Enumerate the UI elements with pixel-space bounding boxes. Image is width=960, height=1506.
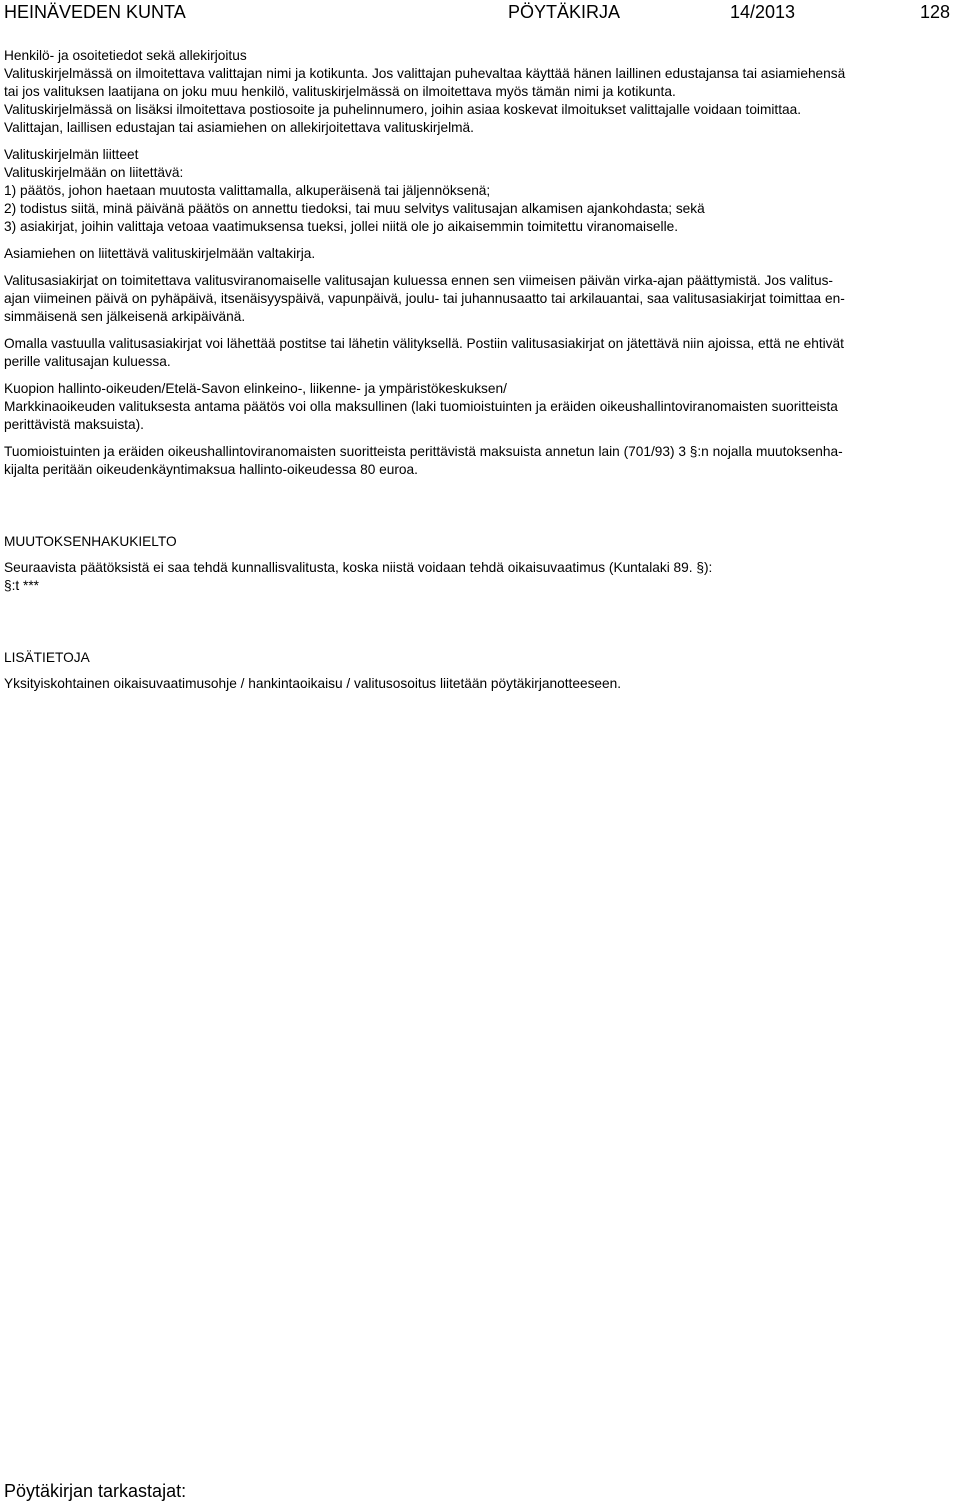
municipality-name: HEINÄVEDEN KUNTA	[4, 2, 186, 22]
list-item: 1) päätös, johon haetaan muutosta valittamalla, alkuperäisenä tai jäljennöksenä;	[4, 183, 491, 198]
paragraph-line: Omalla vastuulla valitusasiakirjat voi lähettää postitse tai lähetin välityksellä. Postiin valitusasiakirjat on jätettävä niin ajoissa, että ne ehtivät	[4, 336, 844, 351]
paragraph-line: ajan viimeinen päivä on pyhäpäivä, itsenäisyyspäivä, vapunpäivä, joulu- tai juhannusaatto tai arkilauantai, saa valitusasiakirjat toimittaa en-	[4, 291, 845, 306]
paragraph-line: Valituskirjelmään on liitettävä:	[4, 165, 184, 180]
paragraph-line: Seuraavista päätöksistä ei saa tehdä kunnallisvalitusta, koska niistä voidaan tehdä oikaisuvaatimus (Kuntalaki 89. §):	[4, 560, 713, 575]
paragraph-line: simmäisenä sen jälkeisenä arkipäivänä.	[4, 309, 246, 324]
paragraph-line: Valituskirjelmässä on lisäksi ilmoitettava postiosoite ja puhelinnumero, joihin asiaa koskevat ilmoitukset valittajalle voidaan toimittaa.	[4, 102, 802, 117]
section-fees	[4, 443, 956, 479]
paragraph-line: perittävistä maksuista).	[4, 417, 144, 432]
paragraph-line: Valituskirjelmässä on ilmoitettava valittajan nimi ja kotikunta. Jos valittajan puhevaltaa käyttää hänen laillinen edustajansa tai asiamiehensä	[4, 66, 846, 81]
section-prohibition	[4, 533, 956, 595]
paragraph-line: Valitusasiakirjat on toimitettava valitusviranomaiselle valitusajan kuluessa ennen sen viimeisen päivän virka-ajan päättymistä. Jos valitus-	[4, 273, 833, 288]
paragraph-line: Kuopion hallinto-oikeuden/Etelä-Savon elinkeino-, liikenne- ja ympäristökeskuksen/	[4, 381, 507, 396]
section-heading: Henkilö- ja osoitetiedot sekä allekirjoitus	[4, 48, 247, 63]
section-info	[4, 649, 956, 693]
paragraph-line: Tuomioistuinten ja eräiden oikeushallintoviranomaisten suoritteista perittävistä maksuista annetun lain (701/93) 3 §:n nojalla muutoksenha-	[4, 444, 843, 459]
section-delivery	[4, 272, 956, 326]
section-attachments	[4, 146, 956, 236]
section-court	[4, 380, 956, 434]
paragraph-line: Yksityiskohtainen oikaisuvaatimusohje / hankintaoikaisu / valitusosoitus liitetään pöytäkirjanotteeseen.	[4, 676, 622, 691]
paragraph-line: §:t ***	[4, 578, 40, 593]
paragraph-line: Markkinaoikeuden valituksesta antama päätös voi olla maksullinen (laki tuomioistuinten ja eräiden oikeushallintoviranomaisten suoritteista	[4, 399, 838, 414]
paragraph-line: Valittajan, laillisen edustajan tai asiamiehen on allekirjoitettava valituskirjelmä.	[4, 120, 474, 135]
section-own-risk	[4, 335, 956, 371]
page-number: 128	[920, 2, 951, 22]
list-item: 3) asiakirjat, joihin valittaja vetoaa vaatimuksensa tueksi, jollei niitä ole jo aikaisemmin toimitettu viranomaiselle.	[4, 219, 679, 234]
page-header	[0, 0, 960, 30]
section-proxy	[4, 245, 956, 263]
document-body	[4, 47, 956, 693]
paragraph-line: tai jos valituksen laatijana on joku muu henkilö, valituskirjelmässä on ilmoitettava myös tämän nimi ja kotikunta.	[4, 84, 676, 99]
paragraph-line: Asiamiehen on liitettävä valituskirjelmään valtakirja.	[4, 246, 316, 261]
section-heading: MUUTOKSENHAKUKIELTO	[4, 534, 177, 549]
document-number: 14/2013	[730, 2, 796, 22]
list-item: 2) todistus siitä, minä päivänä päätös on annettu tiedoksi, tai muu selvitys valitusajan alkamisen ajankohdasta; sekä	[4, 201, 705, 216]
paragraph-line: kijalta peritään oikeudenkäyntimaksua hallinto-oikeudessa 80 euroa.	[4, 462, 418, 477]
section-heading: LISÄTIETOJA	[4, 650, 90, 665]
paragraph-line: perille valitusajan kuluessa.	[4, 354, 171, 369]
document-type: PÖYTÄKIRJA	[508, 2, 621, 22]
section-contact	[4, 47, 956, 137]
footer-reviewers-label: Pöytäkirjan tarkastajat:	[4, 1481, 187, 1501]
section-heading: Valituskirjelmän liitteet	[4, 147, 139, 162]
